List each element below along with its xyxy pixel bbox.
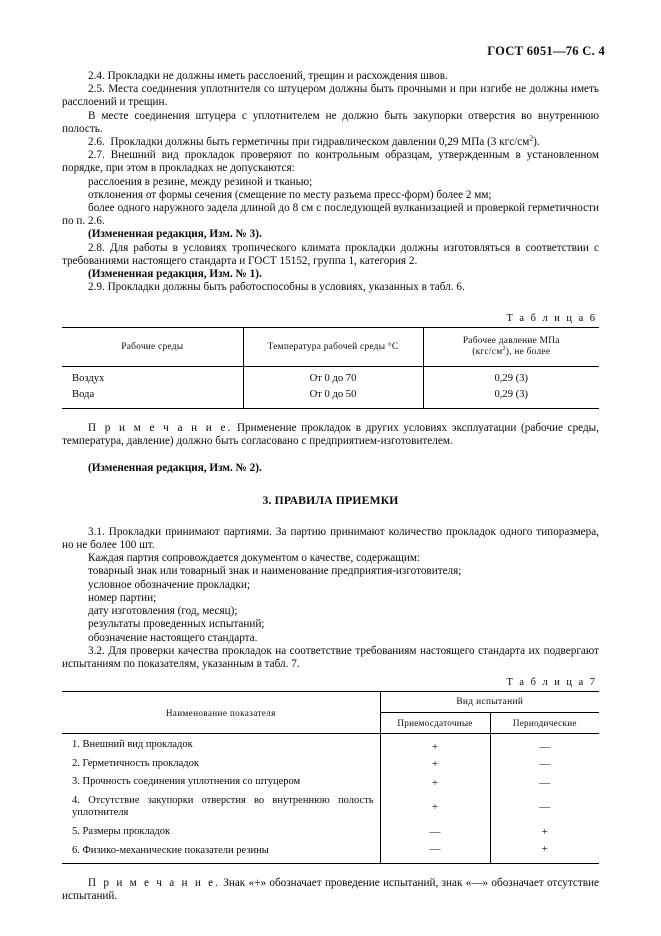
revision-note-3: (Измененная редакция, Изм. № 3). xyxy=(88,228,262,241)
table-7-header-acceptance: Приемосдаточные xyxy=(380,713,490,734)
table-7-header-indicator: Наименование показателя xyxy=(62,692,380,734)
table-7-cell-acceptance: + xyxy=(380,792,490,823)
paragraph-3-1-item-2: условное обозначение прокладки; xyxy=(88,578,251,591)
paragraph-2-5: 2.5. Места соединения уплотнителя со штуцером должны быть прочными и при изгибе не должны иметь расслоений и трещин. xyxy=(62,83,599,109)
table-7-header-row-top xyxy=(62,692,599,713)
table-row xyxy=(62,773,599,792)
table-6-cell-temperature: От 0 до 50 xyxy=(243,387,423,408)
table-6-cell-pressure: 0,29 (3) xyxy=(423,367,599,387)
table-6-header-temperature: Температура рабочей среды °С xyxy=(243,328,423,367)
paragraph-3-1-item-5: результаты проведенных испытаний; xyxy=(88,618,265,631)
paragraph-2-7: 2.7. Внешний вид прокладок проверяют по контрольным образцам, утвержденным в установленном порядке, при этом в прокладках не допускаются: xyxy=(62,149,599,175)
table-7-cell-periodic: — xyxy=(490,734,599,755)
table-7-cell-periodic: — xyxy=(490,773,599,792)
table-6 xyxy=(62,327,599,409)
table-7 xyxy=(62,691,599,864)
paragraph-2-6: 2.6. Прокладки должны быть герметичны при гидравлическом давлении 0,29 МПа (3 кгс/$см^2$). xyxy=(88,133,540,149)
table-7-cell-periodic: + xyxy=(490,823,599,842)
paragraph-2-9: 2.9. Прокладки должны быть работоспособны в условиях, указанных в табл. 6. xyxy=(88,281,465,294)
revision-note-2: (Измененная редакция, Изм. № 2). xyxy=(88,461,262,474)
table-row xyxy=(62,792,599,823)
paragraph-3-1-item-3: номер партии; xyxy=(88,591,157,604)
table-7-note-text: Знак «+» обозначает проведение испытаний, знак «—» обозначает отсутствие испытаний. xyxy=(62,877,599,903)
table-7-cell-indicator-text: 4. Отсутствие закупорки отверстия во внутреннюю полость уплотнителя xyxy=(72,794,374,819)
paragraph-3-2: 3.2. Для проверки качества прокладок на соответствие требованиям настоящего стандарта их подвергают испытаниям по показателям, указанным в табл. 7. xyxy=(62,644,599,670)
table-6-cell-temperature: От 0 до 70 xyxy=(243,367,423,387)
table-row xyxy=(62,842,599,864)
paragraph-3-1-item-1: товарный знак или товарный знак и наименование предприятия-изготовителя; xyxy=(88,565,462,578)
page-header-standard: ГОСТ 6051—76 С. 4 xyxy=(487,44,605,58)
paragraph-3-1b: Каждая партия сопровождается документом о качестве, содержащим: xyxy=(88,552,421,565)
table-row xyxy=(62,387,599,408)
table-7-cell-periodic: — xyxy=(490,792,599,823)
table-row xyxy=(62,823,599,842)
table-7-caption: Т а б л и ц а 7 xyxy=(506,677,597,689)
table-row xyxy=(62,367,599,387)
table-7-note xyxy=(62,877,599,903)
table-7-header-periodic: Периодические xyxy=(490,713,599,734)
table-6-note-label: П р и м е ч а н и е. xyxy=(88,422,233,435)
paragraph-2-5b: В месте соединения штуцера с уплотнителем не должно быть закупорки отверстия во внутреннюю полость. xyxy=(62,109,599,135)
table-7-cell-indicator: 5. Размеры прокладок xyxy=(72,826,171,838)
table-7-cell-indicator xyxy=(62,792,380,823)
table-7-cell-indicator: 6. Физико-механические показатели резины xyxy=(72,844,269,856)
paragraph-2-4: 2.4. Прокладки не должны иметь расслоений, трещин и расхождения швов. xyxy=(88,70,448,82)
table-6-cell-media: Воздух xyxy=(72,373,105,385)
table-7-note-label: П р и м е ч а н и е. xyxy=(88,877,220,890)
paragraph-2-8: 2.8. Для работы в условиях тропического климата прокладки должны изготовляться в соответствии с требованиями настоящего стандарта и ГОСТ 15152, группа 1, категория 2. xyxy=(62,241,599,267)
table-6-note xyxy=(62,422,599,448)
table-6-cell-media: Вода xyxy=(72,388,95,400)
table-7-cell-acceptance: + xyxy=(380,734,490,755)
table-6-cell-pressure: 0,29 (3) xyxy=(423,387,599,408)
table-7-cell-acceptance: — xyxy=(380,823,490,842)
table-6-header-pressure: Рабочее давление МПа $(кгс/см^2)$, не более xyxy=(423,328,599,367)
table-7-cell-indicator: 2. Герметичность прокладок xyxy=(72,757,199,769)
table-7-cell-indicator: 1. Внешний вид прокладок xyxy=(72,739,193,751)
table-6-header-row xyxy=(62,328,599,367)
paragraph-3-1: 3.1. Прокладки принимают партиями. За партию принимают количество прокладок одного типоразмера, но не более 100 шт. xyxy=(62,525,599,552)
section-3-title: 3. ПРАВИЛА ПРИЕМКИ xyxy=(262,493,399,507)
revision-note-1: (Измененная редакция, Изм. № 1). xyxy=(88,268,262,281)
paragraph-3-1-item-6: обозначение настоящего стандарта. xyxy=(88,631,258,644)
table-7-cell-periodic: + xyxy=(490,842,599,864)
paragraph-2-7-item-c: более одного наружного задела длиной до 8 см с последующей вулканизацией и проверкой герметичности по п. 2.6. xyxy=(62,202,599,228)
table-7-cell-acceptance: + xyxy=(380,755,490,774)
table-7-cell-periodic: — xyxy=(490,755,599,774)
paragraph-3-1-item-4: дату изготовления (год, месяц); xyxy=(88,605,238,618)
table-6-header-media: Рабочие среды xyxy=(62,328,243,367)
table-row xyxy=(62,755,599,774)
table-7-cell-acceptance: — xyxy=(380,842,490,864)
paragraph-2-7-item-b: отклонения от формы сечения (смещение по месту разъема пресс-форм) более 2 мм; xyxy=(88,188,492,201)
table-6-note-text: Применение прокладок в других условиях эксплуатации (рабочие среды, температура, давление) должно быть согласовано с предприятием-изготовителем. xyxy=(62,422,599,448)
table-row xyxy=(62,734,599,755)
table-7-cell-acceptance: + xyxy=(380,773,490,792)
table-6-header-pressure-line1: Рабочее давление МПа xyxy=(462,336,560,347)
document-body xyxy=(62,70,599,904)
table-7-header-test-type: Вид испытаний xyxy=(380,692,599,713)
table-7-cell-indicator: 3. Прочность соединения уплотнения со штуцером xyxy=(72,776,301,788)
table-6-caption: Т а б л и ц а 6 xyxy=(506,313,597,325)
paragraph-2-7-item-a: расслоения в резине, между резиной и тканью; xyxy=(88,175,313,188)
